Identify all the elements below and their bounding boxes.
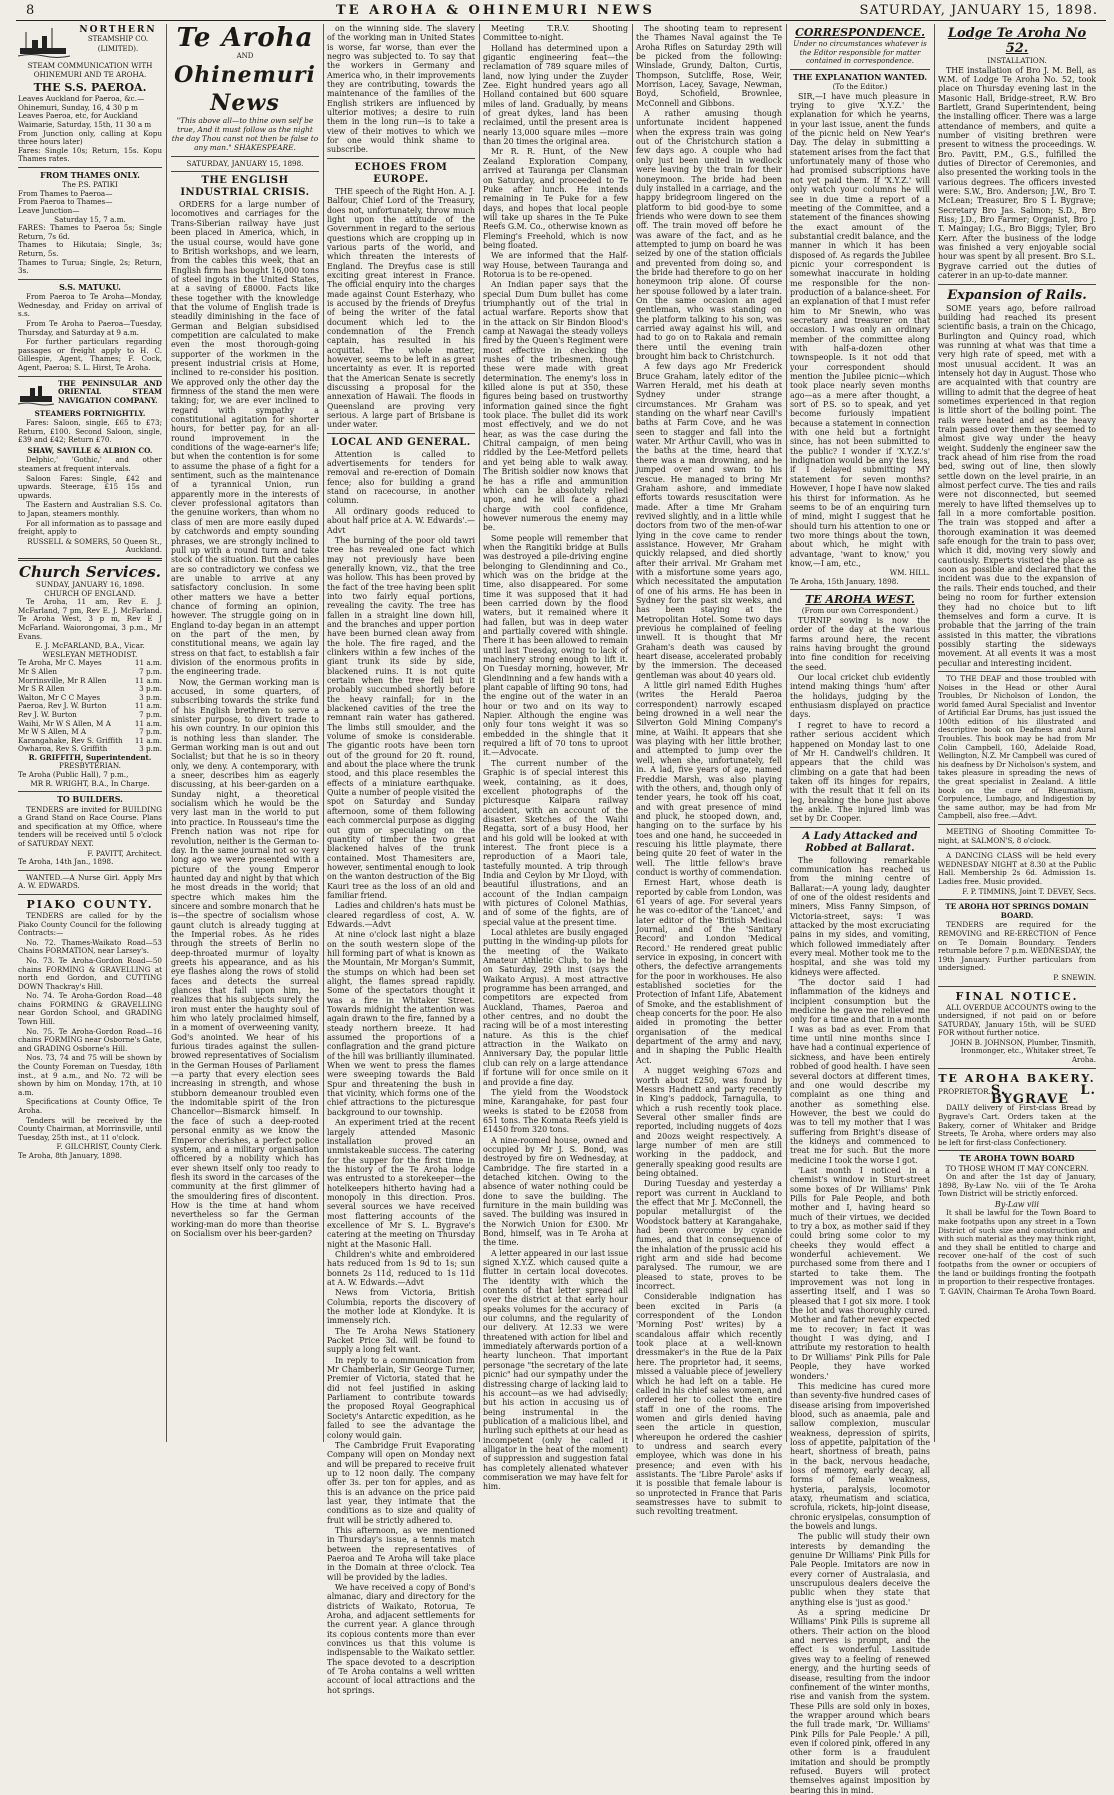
rails-p2: SOME years ago, before railroad building had reached its present scientific basis, a train on the Chicago, Burlington and Quincy road, which was running at what was that time a very high rate of speed, met with a most unusual accident. It was an intensely hot day in August. Those who are acquainted with that country are willing to admit that the degree of heat sometimes experienced in that region is little short of the boiling point. The rails were heated and as the heavy train passed over them they seemed to almost give way under the heavy weight. Suddenly the engineer saw the track ahead of him rise from the road bed, swing out of line, then slowly settle down on the level prairie, in an almost perfect curve. The ties and rails were not disconnected, but seemed merely to have lifted themselves up to fall in a more comfortable position. The train was stopped and after a thorough examination it was deemed safe enough for the train to pass over, which it did, moving very slowly and cautiously. Experts visited the place as soon as possible and declared that the incident was due to the expansion of the rails. Their ends touched, and their being no room for further extension they had no choice but to lift themselves and form a curve. It is probable that the jarring of the train assisted in this matter, the vibrations possibly starting the sideways movement. At all events it was a most peculiar and interesting incident. [938, 303, 1096, 668]
column-rule [632, 24, 633, 1442]
ns-title: NORTHERN [79, 25, 157, 35]
piako-8: Tenders will be received by the County Chairman, at Morrinsville, until Tuesday, 25th inst., at 11 o'clock. [18, 1115, 162, 1142]
masthead [16, 2, 1106, 21]
wes-row-time: 11 a.m. [134, 701, 162, 711]
piako-4: No. 74. Te Aroha-Gordon Road—48 chains FORMING & GRAVELLING near Gordon School, and GRADING Town Hill. [18, 991, 162, 1027]
wes-heading: WESLEYAN METHODIST. [42, 649, 138, 659]
paper-title-and: AND [236, 52, 254, 60]
c4-p7: The current number of the Graphic is of special interest this week, containing, as it does, excellent photographs of the picturesque Kaipara railway accident, with an account of the disaster. Sketches of the Waihi Regatta, sort of a busy Hood, her and his gold will be looked at with interest. The front piece is a reproduction of a Maori tale, tastefully mounted. A trip through India and Ceylon by Mr Lloyd, with beautiful illustrations, and an account of the Indian campaign with pictures of Colonel Mathias, and of some of the fights, are of special value at the present time. [483, 758, 628, 927]
po-fares: Fares: Saloon, single, £65 to £73; Return, £100. Second Saloon, single, £39 and £42; Return £70. [18, 418, 162, 445]
column-5 [636, 24, 783, 1517]
fares-1: FARES: Thames to Paeroa 5s; Single Return, 7s 6d. [18, 223, 162, 241]
patiki-4: Saturday 15, 7 a.m. [54, 214, 126, 224]
wes-row-time: 7 p.m. [139, 709, 162, 719]
rails-heading: Expansion of Rails. [947, 287, 1087, 303]
letter-date: Te Aroha, 15th January, 1898. [790, 576, 899, 586]
bakery-ad: DAILY delivery of First-class Bread by Bygrave's Cart. Orders taken at the Bakery, corner of Whitaker and Bridge Streets, Te Aroha, where orders may also be left for first-class Confectionery. [938, 1103, 1096, 1147]
local-p3: Attention is called to advertisements for tenders for removal and re-erection of Domain fence; also for building a grand stand on racecourse, in another column. [327, 449, 475, 506]
coe-heading: CHURCH OF ENGLAND. [44, 588, 136, 598]
paeroa-5: From Junction only, calling at Kopu three hours later) [18, 128, 162, 147]
patiki: The P.S. PATIKI [62, 180, 118, 190]
c5-p3: A few days ago Mr Frederick Bruce Graham, lately editor of the Warren Herald, met his death at Sydney under strange circumstances. Mr Graham was standing on the wharf near Cavill's baths at Farm Cove, and he was seen to stagger and fall into the water. Mr Arthur Cavill, who was in the baths at the time, heard that there was a man drowning, and he jumped over and swam to his rescue. He managed to bring Mr Graham ashore, and immediate efforts towards resuscitation were made. After a time Mr Graham revived slightly, and in a little while doctors from two of the men-of-war lying in the cove came to render assistance. However, Mr Graham quickly relapsed, and died shortly after their arrival. Mr Graham met with a misfortune some years ago, which necessitated the amputation of one of his arms. He has been in Sydney for the past six weeks, and has been staying at the Metropolitan Hotel. Some two days previous he complained of feeling unwell. It is thought that Mr Graham's death was caused by heart disease, accelerated probably by the immersion. The deceased gentleman was about 40 years old. [636, 362, 782, 680]
piako-heading: PIAKO COUNTY. [26, 897, 154, 911]
c4-p4: We are informed that the Half-way House, between Tauranga and Rotorua is to be re-opened. [483, 251, 628, 279]
paeroa-1: Leaves Auckland for Paeroa, &c.— [18, 94, 145, 104]
wes-row-time: 3 p.m. [139, 684, 162, 694]
builders-sig: F. PAVITT, Architect. [87, 848, 162, 858]
column-rule [479, 24, 480, 1442]
lady-heading: A Lady Attacked and Robbed at Ballarat. [802, 830, 918, 854]
church-date: SUNDAY, JANUARY 16, 1898. [35, 580, 145, 589]
pres-heading: PRESBYTERIAN. [59, 761, 121, 771]
ns-advert-header [18, 26, 162, 60]
domain-ad: TENDERS are required for the REMOVING and RE-ERECTION of Fence on Te Domain Boundary. Tenders returnable before 7 p.m. WEDNESDAY, the 19th January. Further particulars from undersigned. [938, 920, 1096, 973]
c5-p8: Considerable indignation has been excited in Paris (a correspondent of the London 'Morning Post' writes) by a scandalous affair which recently took place at a well-known dressmaker's in the Rue de la Paix here. The proprietor had, it seems, missed a valuable piece of jewellery which he had left on a table. He called in his chief sales women, and ordered her to collect the entire staff in one of the rooms. The women and girls denied having seen the article in question, whereupon he ordered the cashier to undress and search every employee, which was done in his presence; and even with his assistants. The 'Libre Parole' asks if it is possible that female labour is so unprotected in France that Paris seamstresses have to submit to such revolting treatment. [636, 1292, 782, 1517]
piako-date: Te Aroha, 8th January, 1898. [18, 1150, 122, 1160]
steamer-icon [18, 380, 54, 408]
wes-row-preacher: Te Aroha, Mr C. Mayes [18, 658, 102, 668]
explanation-heading: THE EXPLANATION WANTED. [792, 72, 927, 82]
wes-row-preacher: Owharoa, Rev S. Griffith [18, 744, 108, 754]
c5-p2: A rather amusing though unfortunate incident happened when the express train was going out of the Christchurch station a few days ago. A couple who had only just been united in wedlock were leaving by the train for their honeymoon. The bride had been duly installed in a carriage, and the happy bridegroom lingered on the platform to bid good-bye to some friends who were down to see them off. The train moved off before he was aware of the fact, and as he attempted to jump on board he was seized by one of the station officials and prevented from doing so, and the bride had therefore to go on her honeymoon trip alone. Of course her spouse followed by a later train. On the same occasion an aged gentleman, who was standing on the platform talking to his son, was carried away against his will, and had to go on to Rakaia and remain there until the evening train brought him back to Christchurch. [636, 109, 782, 362]
dance-sig: F. P. TIMMINS, Joint T. DEVEY, Secs. [962, 886, 1096, 896]
letter-sig: WM. HILL. [889, 568, 930, 578]
column-rule [323, 24, 324, 1442]
bakery-proprietor [938, 1082, 1096, 1107]
po-fortnightly: STEAMERS FORTNIGHTLY. [34, 408, 146, 418]
wes-row-time: 11 a.m. [134, 675, 162, 685]
page-number: 8 [26, 3, 38, 18]
po-heading: THE PENINSULAR AND ORIENTAL STEAM NAVIGATION COMPANY. [58, 378, 162, 405]
lodge-p1: THE installation of Bro J. M. Bell, as W.M. of Lodge Te Aroha No. 52, took place on Thursday evening last in the Masonic Hall, Bridge-street, R.W. Bro Bartlett, Grand Superintendent, being the installing officer. There was a large attendance of members, and quite a number of visiting brethren were present to witness the proceedings. W. Bro. Pavitt, P.M., G.S., fulfilled the duties of Director of Ceremonies, and also presented the working tools in the various degrees. The officers invested were: S.W., Bro. Anderson; J.W., Bro T. McLean; Treasurer, Bro S L Bygrave; Secretary Bro Jas. Salmon; S.D., Bro Riss; J.D., Bro Farmer; Organist, Bro J. T. Maingay; I.G., Bro Biggs; Tyler, Bro Kerr. After the business of the lodge was finished a very enjoyable social hour was spent by all present. Bro S.L. Bygrave carried out the duties of caterer in an up-to-date manner. [938, 65, 1096, 281]
column-rule [166, 24, 167, 1442]
lady-p5: The following remarkable communication has reached us from the mining centre of Ballarat:—A young lady, daughter of one of the oldest residents and miners, Miss Fanny Simpson, of Victoria-street, says: 'I was attacked by the most excruciating pains in my sides, and vomiting, which followed immediately after every meal. Mother took me to the hospital, and she was told my kidneys were affected. [790, 855, 930, 977]
paeroa-heading: THE S.S. PAEROA. [33, 81, 147, 95]
board-2: It shall be lawful for the Town Board to make footpaths upon any street in a Town District of such size and construction and with such material as they may think right, and they shall be entitled to charge and recover one-half of the cost of such footpaths from the owner or occupiers of the land or buildings fronting the footpath in proportion to their respective frontages. [938, 1208, 1096, 1287]
column-1 [18, 24, 162, 1442]
fares-2: Thames to Hikutaia; Single, 3s; Return, 5s. [18, 240, 162, 259]
c5-p7: During Tuesday and yesterday a report was current in Auckland to the effect that Mr J. McConnell, the popular metallurgist of the Woodstock battery at Karangahake, had been overcome by cyanide fumes, and that in consequence of the inhalation of the prussic acid his right arm and side had become paralysed. The rumour, we are pleased to state, proves to be incorrect. [636, 1179, 783, 1292]
lady-p8: This medicine has cured more than seventy-five hundred cases of disease arising from impoverished blood, such as anaemia, pale and sallow complexion, muscular weakness, depression of spirits, loss of appetite, palpitation of the heart, shortness of breath, pains in the back, nervous headache, loss of memory, early decay, all forms of female weakness, hysteria, paralysis, locomotor ataxy, rheumatism and sciatica, scrofula, rickets, hip-joint disease, chronic erysipelas, consumption of the bowels and lungs. [790, 1381, 930, 1531]
pres-1: Te Aroha (Public Hall), 7 p.m., [18, 770, 129, 780]
final-ad: ALL OVERDUE ACCOUNTS owing to the undersigned, if not paid on or before SATURDAY, January 15th, will be SUED FOR without further notice. [938, 1002, 1096, 1038]
column-2 [171, 24, 319, 1442]
paeroa-4: Waimarie, Saturday, 15th, 11 30 a m [18, 119, 152, 129]
deaf-ad: TO THE DEAF and those troubled with Noises in the Head or other Aural Troubles, Dr Nicholson of London, the world famed Aural Specialist and Inventor of Artificial Ear Drums, has just issued the 100th edition of his illustrated and descriptive book on Deafness and Aural Troubles. This book may be had from Mr Colin Campbell, 160, Adelaide Road, Wellington, N.Z. Mr Campbell was cured of his deafness by Dr Nicholson's system, and takes pleasure in spreading the news of the great specialist in Zealand. A little book on the cure of Rheumatism, Corpulence, Lumbago, and Indigestion by the same author, may be had from Mr Campbell, also free.—Advt. [938, 673, 1096, 821]
wes-row-preacher: Paeroa, Rev J. W. Burton [18, 701, 107, 711]
lady-p7: 'Last month I noticed in a chemist's window in Sturt-street some boxes of Dr Williams' Pink Pills for Pale People, and both mother and I, having heard so much of their virtues, we decided to try a box, as mother said if they could bring some color to my cheeks they would effect a wonderful achievement. We purchased some from there and I started to take them. The improvement was not long in asserting itself, and I was so pleased that I got six more. I took the lot and was thoroughly cured. Mother and father never expected me to recover; in fact it was thought I was dying, and I attribute my restoration to health to Dr Williams' Pink Pills for Pale People, they have worked wonders.' [790, 1165, 930, 1381]
bakery-prop-label: PROPRIETOR. [938, 1086, 991, 1096]
issue-date: SATURDAY, JANUARY 15, 1898. [186, 158, 304, 168]
column-6 [790, 24, 930, 1795]
lady-p9: The public will study their own interests by demanding the genuine Dr Williams' Pink Pills for Pale People. Imitators are now in every corner of Australasia, and unscrupulous dealers deceive the public when they state that anything else is 'just as good.' [790, 1532, 930, 1607]
c4-p1: Meeting T.R.V. Shooting Committee to-night. [483, 24, 628, 43]
echoes-p: THE speech of the Right Hon. A. J. Balfour, Chief Lord of the Treasury, does not, unfortunately, throw much light upon the attitude of the Government in regard to the serious questions which are cropping up in various parts of the world, and which threaten the interests of England. The Dreyfus case is still exciting great interest in France. The official enquiry into the charges made against Count Esterhazy, who is accused by the friends of Dreyfus of being the writer of the fatal document which led to the condemnation of the French captain, has resulted in his acquittal. The whole matter, however, seems to be left in as great uncertainty as ever. It is reported that the American Senate is secretly discussing a proposal for the annexation of Hawaii. The floods in Queensland are proving very serious. A large part of Brisbane is under water. [327, 186, 475, 430]
domain-sig: P. SNEWIN. [1053, 972, 1096, 982]
domain-heading: TE AROHA HOT SPRINGS DOMAIN BOARD. [945, 902, 1089, 920]
board-heading: TE AROHA TOWN BOARD [959, 1154, 1075, 1164]
local-p9: Children's white and embroidered hats reduced from 1s 9d to 1s; sun bonnets 2s 11d, reduced to 1s 11d at A. W. Edwards.—Advt [327, 1249, 475, 1287]
lady-p6: 'The doctor said I had inflammation of the kidneys and incipient consumption but the medicine he gave me relieved me only for a time and that in a month I was as bad as ever. From that time until nine months since I have had a continual experience of sickness, and have been entirely robbed of good health. I have seen several doctors at different times, and one would describe my complaint as one thing and another as something else. However, the best we could do was to tell my mother that I was suffering from Bright's disease of the kidneys and commenced to treat me for such. But the more medicine I took the worse I got. [790, 978, 930, 1165]
final-heading: FINAL NOTICE. [955, 989, 1079, 1003]
local-p8: An experiment tried at the recent largely attended Masonic installation proved an unmistakeable success. The catering for the supper for the first time in the history of the Te Aroha lodge was entrusted to a storekeeper—the hotelkeepers hitherto having had a monopoly in this direction. Pros. several sources we have received most flattering accounts of the excellence of Mr S. L. Bygrave's catering at the meeting on Thursday night at the Masonic Hall. [327, 1118, 475, 1249]
wanted-ad: WANTED.—A Nurse Girl. Apply Mrs A. W. EDWARDS. [18, 872, 162, 891]
column-rule [786, 24, 787, 1442]
piako-6: Nos. 73, 74 and 75 will be shown by the County Foreman on Tuesday, 18th inst., at 9 a.m., and No. 72 will be shown by him on Monday, 17th, at 10 a.m. [18, 1053, 162, 1097]
west-heading: TE AROHA WEST. [805, 593, 915, 607]
column-rule [934, 24, 935, 1442]
lodge-sub: INSTALLATION. [987, 56, 1047, 65]
coe-sig: E. J. McFARLAND, B.A., Vicar. [35, 641, 145, 651]
local-p15: We have received a copy of Bond's almanac, diary and directory for the districts of Waikato, Rotorua, Te Aroha, and adjacent settlements for the current year. A glance through its copious contents more than ever convinces us that this volume is indispensable to the Waikato settler. The space devoted to a description of Te Aroha contains a well written account of local attractions and the hot springs. [327, 1583, 475, 1695]
ns-sub: STEAMSHIP CO. (LIMITED). [87, 35, 149, 53]
c4-p5: An Indian paper says that the special Dum Dum bullet has come triumphantly out of the trial in actual warfare. Reports show that in the attack on Sir Bindon Blood's camp at Nawagai the steady volleys fired by the Queen's Regiment were most effective in checking the rushes of the tribesmen, though these were made with great determination. The enemy's loss in killed alone is put at 350, these figures being based on trustworthy information gained since the fight took place. The bullet did its work most effectively, and we do not hear, as was the case during the Chitral campaign, of men being riddled by the Lee-Metford pellets and yet being able to walk away. The British soldier now knows that he has a rifle and ammunition which can be absolutely relied upon, and he will face a ghazi charge with cool confidence, however numerous the enemy may be. [483, 280, 628, 533]
paper-motto: "This above all—to thine own self be true, And it must follow as the night the day Thou canst not then be false to any man." SHAKESPEARE. [171, 116, 319, 152]
shaw-5: RUSSELL & SOMERS, 50 Queen St., Auckland. [27, 536, 162, 555]
piako-2: No. 72. Thames-Waikato Road—53 Chains FORMATION, near Larsey's. [18, 937, 162, 956]
masthead-date: SATURDAY, JANUARY 15, 1898. [859, 3, 1098, 18]
local-p13: The Cambridge Fruit Evaporating Company will open on Monday next and will be prepared to receive fruit up to 12 noon daily. The company offer 3s. per ton for apples, and as this is an advance on the price paid last year, they intimate that the conditions as to size and quality of fruit will be strictly adhered to. [327, 1440, 475, 1525]
shaw-3: The Eastern and Australian S.S. Co. to Japan, steamers monthly. [18, 500, 162, 519]
matuku-3: For further particulars regarding passages or freight apply to H. C. Gillespie, Agent, Thames; F. Cock, Agent, Paeroa; S. L. Hirst, Te Aroha. [18, 337, 162, 372]
meeting-ad: MEETING of Shooting Committee To-night, at SALMON'S, 8 o'clock. [938, 827, 1096, 845]
po-advert-header [18, 380, 162, 408]
board-sig: T. GAVIN, Chairman Te Aroha Town Board. [939, 1286, 1096, 1296]
local-p14: This afternoon, as we mentioned in Thursday's issue, a tennis match between the representatives of Paeroa and Te Aroha will take place in the Domain at three o'clock. Tea will be provided by the ladies. [327, 1525, 475, 1582]
patiki-2: From Paeroa to Thames— [18, 197, 113, 207]
final-sig: JOHN B. JOHNSON, Plumber, Tinsmith, Ironmonger, etc., Whitaker street, Te Aroha. [951, 1037, 1096, 1065]
west-p4: I regret to have to record a rather serious accident which happened on Monday last to one of Mr H. Candwell's children. It appears that the child was climbing on a gate that had been taken off its hinges for repairs, with the result that it fell on its leg, breaking the bone just above the ankle. The injured limb was set by Dr. Cooper. [790, 720, 930, 824]
letter-body: SIR,—I have much pleasure in trying to give 'X.Y.Z.' the explanation for which he yearns, in your last issue, anent the funds of the picnic held on New Year's Day. The delay in submitting a statement arises from the fact that unfortunately many of those who had promised subscriptions have not yet paid them. If 'X.Y.Z.' will only watch your columns he will see in due time a report of a meeting of the Committee, and a statement of the finances showing the exact amount of the substantial credit balance, and the manner in which it has been disposed of. As regards the Jubilee picnic your correspondent is somewhat inaccurate in holding me responsible for the non-production of a balance-sheet. For an explanation of that I must refer him to Mr Snewin, who was secretary and treasurer on that occasion. I was only an ordinary member of the committee along with half-a-dozen other townspeople. Is it not odd that your correspondent should mention the Jubilee picnic—which took place nearly seven months ago—as a mere after thought, a sort of P.S. so to speak, and yet become furiously impatient because a statement in connection with one held but a fortnight since, has not been submitted to the public? I wonder if 'X.Y.Z.'s' indignation would be any the less, if I delayed submitting MY statement for seven months? However, I hope I have now slaked his thirst for information. As he seems to be of an enquiring turn of mind, might I suggest that he should turn his attention to one or two more things about the town, about which, he might with advantage, 'want to know,' you know,—I am, etc., [790, 91, 930, 568]
lodge-heading: Lodge Te Aroha No 52. [947, 26, 1087, 56]
c5-p5: Ernest Hart, whose death is reported by cable from London, was 61 years of age. For several years he was co-editor of the 'Lancet,' and later editor of the 'British Medical Journal, and of the 'Sanitary Record' and London 'Medical Record.' He rendered great public service in exposing, in concert with others, the defective arrangements for the poor in workhouses. He also established societies for the Protection of Infant Life, Abatement of Smoke, and the establishment of cheap concerts for the poor. He also aided in promoting the better organisation of the medical department of the army and navy, and in shaping the Public Health Act. [636, 878, 782, 1065]
paeroa-6: Fares: Single 10s; Return, 15s. Kopu Thames rates. [18, 145, 162, 164]
local-p10: News from Victoria, British Columbia, reports the discovery of the mother lode at Klondyke. It is immensely rich. [327, 1288, 475, 1326]
crisis-p1: ORDERS for a large number of locomotives and carriages for the Trans-Siberian railway have just been placed in America, which, in the usual course, would have gone to British workshops, and we learn, from the cables this week, that an English firm has bought 16,000 tons of steel ingots in the United States, at a saving of £8000. Facts like these together with the knowledge that the volume of English trade is steadily diminishing in the face of German and Belgian subsidised competition are calculated to make even the most thorough-going supporter of the workmen in the present industrial crisis at Home, inclined to re-consider his position. We approved only the other day the firmness of the stand the men were taking; for, we are ever inclined to regard with sympathy a constitutional agitation for shorter hours, for better pay, for an all-round improvement in the conditions of the wage-earner's life; but when the contention is for some to assume the phase of a fight for a sentiment, such as the maintenance of a tyrannical Union, run apparently more in the interests of clever professional agitators than the genuine workers, than whom no class of men are more easily duped by catchwords and empty sounding phrases, we are strongly inclined to pull up with a round turn and take stock of the situation. But the cables are so contradictory we confess we are unable to arrive at any satisfactory conclusion. In some other matters we have a better chance of forming an opinion, however. The struggle going on in England to-day began in an attempt on the part of the men, by constitutional means, we again lay stress on that fact, to establish a fair division of the enormous profits in the engineering trade. [171, 200, 319, 677]
c4-p2: Holland has determined upon a gigantic engineering feat—the reclamation of 789 square miles of land, now lying under the Zuyder Zee. Eight hundred years ago all Holland contained but 600 square miles of land. Gradually, by means of great dykes, land has been reclaimed, until the present area is nearly 13,000 square miles —more than 20 times the original area. [483, 43, 628, 147]
paper-title-2: Ohinemuri News [174, 62, 316, 117]
shaw-2: Saloon Fares: Single, £42 and upwards. Steerage, £15 15s and upwards. [18, 473, 162, 500]
piako-7: Specifications at County Office, Te Aroha. [18, 1097, 162, 1115]
local-p11: The Te Aroha News Stationery Packet Price 3d. will be found to supply a long felt want. [327, 1326, 475, 1355]
matuku-heading: S.S. MATUKU. [59, 282, 121, 292]
patiki-3: Leave Junction— [18, 206, 80, 216]
crisis-p2: Now, the German working man is accused, in some quarters, of subscribing towards the strike fund of his English brethren to serve a sinister purpose, to divert trade to his own country. In our opinion this is nothing less than slander. The German working man is out and out Socialist; but that he is so in theory only, we deny. A contemporary, with a sneer, describes him as eagerly discussing, at his beer-garden on a Sunday night, a theoretical socialism which he would be the very last man in the world to put into practice. In Rousseau's time the French nation was not ripe for revolution, neither is the German to-day. In the same journal not so very long ago we were presented with a picture of the young Emperor haunted day and night by that which he most dreads in the world; that spectre which makes him the sincere and sombre monarch that he is—the spectre of socialism whose gaunt clutch is already tugging at the Imperial robes. As he rides through the streets of Berlin no deep-throated murmur of loyalty greets his appearance, and as his eye flashes along the rows of stolid faces and detects the surreal glances that fall upon him, he realizes that his subjects surely the iron must enter the haughty soul of him who lately proclaimed himself, in a moment of overweening vanity, God's anointed. We hear of his furious tirades against the sullen-browed representatives of Socialism in the German Houses of Parliament—a party that every election sees increasing in strength, and whose stubborn demeanour troubled even the indomitable spirit of the Iron Chancellor—Bismarck himself. In the face of such a deep-rooted personal enmity as we know the Emperor cherishes, a perfect police system, and a military organisation officered by a nobility which has ever shewn itself only too ready to flesh its sword in the carcases of the community at the first glimmer of the smouldering fires of discontent. How is the time at hand whom nevertheless so far the German working-man do more than theorise on Socialism over his beer-garden? [171, 677, 319, 1238]
echoes-heading: ECHOES FROM EUROPE. [354, 161, 448, 185]
pres-sig: MR R. WRIGHT, B.A., In Charge. [30, 778, 150, 788]
c5-p4: A little girl named Edith Hughes (writes the Herald Paeroa correspondent) narrowly escaped being drowned in a well near the Silverton Gold Mining Company's mine, at Waihi. It appears that she was playing with her little brother, and attempted to jump over the well, when she, unfortunately, fell in. A lad, five years of age, named Freddie Marsh, was also playing with the others, and, though only of tender years, he took off his coat, and with great presence of mind and pluck, he stooped down, and, hanging on to the surface by his toes and one hand, he succeeded in rescuing his little playmate, there being quite 20 feet of water in the well. The little fellow's brave conduct is worthy of commendation. [636, 681, 782, 877]
wes-row-time: 11 a.m. [134, 718, 162, 728]
wes-row-preacher: Rev J. W. Burton [18, 709, 77, 719]
c4-p3: Mr R. R. Hunt, of the New Zealand Exploration Company, arrived at Tauranga per Clansman on Saturday, and proceeded to Te Puke after lunch. He intends remaining in Te Puke for a few days, and hopes that local people will take up shares in the Te Puke Reefs G.M. Co., otherwise known as Fleming's Freehold, which is now being floated. [483, 147, 628, 250]
c4-p10: A nine-roomed house, owned and occupied by Mr J. S. Bond, was destroyed by fire on Wednesday, at Cambridge. The fire started in a detached kitchen. Owing to the absence of water nothing could be done to save the building. The furniture in the main building was saved. The building was insured in the Norwich Union for £300. Mr Bond, himself, was in Te Aroha at the time. [483, 1135, 628, 1248]
piako-3: No. 73. Te Aroha-Gordon Road—50 chains FORMING & GRAVELLING at north end Gordon, and CUTTING DOWN Thackray's Hill. [18, 955, 162, 991]
correspondence-heading: CORRESPONDENCE. [795, 26, 925, 39]
matuku-2: From Te Aroha to Paeroa—Tuesday, Thursday, and Saturday at 9 a.m. [18, 318, 162, 337]
column-3 [327, 24, 475, 1695]
ns-line: STEAM COMMUNICATION WITH OHINEMURI AND TE AROHA. [27, 61, 153, 79]
local-p5: The burning of the poor old tawri tree has revealed one fact which may not previously have been generally known, viz., that the tree was hollow. This has been proved by the fact of the tree having been split into two fairly equal portions, revealing the cavity. The tree has fallen in a straight line down hill, and the branches and upper portion have been burned clean away from the hole. The fire raged, and the clinkers within a few inches of the giant trunk its side by side, blackened ruins. It is not quite certain when the tree fell but it probably succumbed shortly before the heavy rainfall; for in the blackened cavities of the tree the remnant rain water has gathered. The limbs still smoulder, and the volume of smoke is considerable. The gigantic roots have been torn out of the ground for 20 ft. round, and about the place where the trunk stood, and this place resembles the effects of a miniature earthquake. Quite a number of people visited the spot on Saturday and Sunday afternoon, some of them following each commercial purpose as digging out gum or speculating on the quantity of timber the two great blackened halves of the trunk contained. Most Thamesiters are, however, sentimental enough to look on the wanton destruction of the Big Kauri tree as the loss of an old and familiar friend. [327, 535, 475, 900]
wes-row-time: 3 p.m. [139, 744, 162, 754]
west-p2: TURNIP sowing is now the order of the day at the various farms around here, the recent rains having brought the ground into fine condition for receiving the seed. [790, 616, 930, 672]
c4-p6: Some people will remember that when the Rangitiki bridge at Bulls was destroyed a pile-driving engine belonging to Glendinning and Co., which was on the bridge at the time, also disappeared. For some time it was supposed that it had been carried down by the flood waters, but it remained where it had fallen, but was in deep water and partially covered with shingle. There it has been allowed to remain until last Tuesday, owing to lack of machinery strong enough to lift it. On Tuesday morning, however, Mr Glendinning and a few hands with a plant capable of lifting 90 tons, had the engine out of the water in an hour or two and on its way to Napier. Although the engine was only four tons weight it was so embedded in the shingle that it required a lift of 70 tons to uproot it.—Advocate. [483, 533, 628, 758]
patiki-1: From Thames to Paeroa— [18, 188, 113, 198]
west-sub: (From our own Correspondent.) [801, 606, 919, 616]
local-p12: In reply to a communication from Mr Chamberlain, Sir George Turner, Premier of Victoria, stated that he did not feel justified in asking Parliament to contribute towards the proposed Royal Geographical Society's Antarctic expedition, as he failed to see the advantage the colony would gain. [327, 1355, 475, 1440]
wes-row-preacher: Karangahake, Rev S. Griffith [18, 735, 123, 745]
matuku-1: From Paeroa to Te Aroha—Monday, Wednesday, and Friday on arrival of s.s. [18, 292, 162, 319]
piako-1: TENDERS are called for by the Piako County Council for the following Contracts:— [18, 910, 162, 938]
paeroa-3: Leaves Paeroa, etc, for Auckland [18, 111, 138, 121]
bylaw-heading: By-Law viii [994, 1200, 1040, 1210]
wes-row-time: 11 a.m. [134, 735, 162, 745]
paper-title-1: Te Aroha [176, 23, 314, 53]
west-p3: Our local cricket club evidently intend making things 'hum' after the holidays, judging by the enthusiasm displayed on practice days. [790, 673, 930, 720]
fares-3: Thames to Turua; Single, 2s; Return, 3s. [18, 257, 162, 276]
local-p6: Ladies and children's hats must be cleared regardless of cost, A. W. Edwards.—Advt [327, 901, 475, 929]
wes-row-time: 7 p.m. [139, 727, 162, 737]
shaw-4: For all information as to passage and freight, apply to [18, 518, 162, 537]
thames-heading: FROM THAMES ONLY. [40, 170, 140, 180]
local-p4: All ordinary goods reduced to about half price at A. W. Edwards'.—Advt [327, 506, 475, 535]
wes-row-preacher: Morrinsville, Mr R Allen [18, 675, 107, 685]
wes-row-preacher: Walton, Mr C C Mayes [18, 692, 101, 702]
local-heading: LOCAL AND GENERAL. [331, 436, 471, 448]
piako-5: No. 75. Te Aroha-Gordon Road—16 chains FORMING near Osborne's Gate, and GRADING Osborne's Hill. [18, 1026, 162, 1053]
wes-row-preacher: Mr S Allen [18, 666, 57, 676]
wes-row-time: 7 p.m. [139, 666, 162, 676]
column-7 [938, 24, 1096, 1442]
correspondence-note: Under no circumstances whatever is the Editor responsible for matter contained in correspondence. [793, 39, 927, 66]
local-p7: At nine o'clock last night a blaze on the south western slope of the hill forming part of what is known as the Mountain, Mr Morgan's Summit, the stumps on which had been set alight, the flames spread rapidly. Some of the spectators thought it was a fire in Whitaker Street. Towards midnight the attention was again drawn to the fire, fanned by a steady northern breeze. It had assumed the proportions of a conflagration and the grand picture of the hill was brilliantly illuminated. When we went to press the flames were sweeping towards the Bald Spur and threatening the bush in that vicinity, which forms one of the chief attractions to the picturesque background to our township. [327, 930, 475, 1117]
masthead-title: TE AROHA & OHINEMURI NEWS [336, 3, 655, 18]
wes-row-preacher: Mr W S Allen, M A [18, 727, 87, 737]
c5-p6: A nugget weighing 67ozs and worth about £250, was found by Messrs Hadnett and party recently in King's paddock, Tarnagulla, to which a rush recently took place. Several other smaller finds are reported, including nuggets of 4ozs and 20ozs weight respectively. A large number of men are still working in the paddock, and generally speaking good results are being obtained. [636, 1066, 782, 1178]
steamship-icon [18, 26, 70, 60]
explanation-to: (To the Editor.) [832, 82, 888, 92]
builders-1: TENDERS are invited for BUILDING a Grand Stand on Race Course. Plans and specification at my Office, where tenders will be received until 5 o'clock of SATURDAY NEXT. [18, 804, 162, 848]
wes-sig: R. GRIFFITH, Superintendent. [28, 752, 152, 762]
builders-heading: TO BUILDERS. [57, 795, 123, 805]
board-1: On and after the 1st day of January, 1898, By-Law No. viii of the Te Aroha Town District will be strictly enforced. [938, 1172, 1096, 1199]
lady-p10: As a spring medicine Dr Williams' Pink Pills is supreme all others. Their action on the blood and nerves is prompt, and the effect is wonderful. Lassitude gives way to a feeling of renewed energy, and the hurting seeds of disease, resulting from the indoor confinement of the winter months, rise and vanish from the system. These Pills are sold only in boxes, the wrapper around which bears the full trade mark, 'Dr. Williams' Pink Pills for Pale People.' A pill, even if colored pink, offered in any other form is a fraudulent imitation and should be promptly refused. Buyers will protect themselves against imposition by bearing this in mind. [790, 1608, 930, 1795]
wes-row-time: 3 p.m. [139, 692, 162, 702]
coe-1: Te Aroha, 11 am, Rev E. J. McFarland, 7 pm, Rev E. J. McFarland. Te Aroha West, 3 p m, Rev E J McFarland. Waiorongomai, 3 p.m., Mr Evans. [18, 597, 162, 641]
shaw-heading: SHAW, SAVILLE & ALBION CO. [27, 445, 153, 455]
wes-row-time: 11 a.m. [134, 658, 162, 668]
builders-date: Te Aroha, 14th Jan., 1898. [18, 857, 114, 867]
bakery-heading: TE AROHA BAKERY. [938, 1071, 1096, 1085]
c5-p1: The shooting team to represent the Thames Naval against the Te Aroha Rifles on Saturday 29th will be picked from the following: Winslade, Grundy, Dalton, Curtis, Thompson, Sutcliffe, Rose, Weir, Morrison, Lacey, Savage, Newman, Boyd, Schofield, Brownlee, McConnell and Gibbons. [636, 24, 782, 108]
crisis-cont: on the winning side. The slavery of the working man in United States is worse, far worse, than ever the negro was subjected to. To say that the workers in Germany and America who, in their improvements they are contributing, towards the maintenance of the families of the English strikers are influenced by ulterior motives; a desire to ruin them in the long run—is to take a view of their motives to which we for one would think shame to subscribe. [327, 24, 475, 155]
crisis-heading: THE ENGLISH INDUSTRIAL CRISIS. [180, 175, 310, 199]
wes-row-preacher: Mr S R Allen [18, 684, 65, 694]
board-sub: TO THOSE WHOM IT MAY CONCERN. [945, 1163, 1089, 1173]
church-heading: Church Services. [19, 563, 161, 581]
piako-sig: F. GILCHRIST, County Clerk. [56, 1142, 162, 1152]
dance-ad: A DANCING CLASS will be held every WEDNESDAY NIGHT at 8.30 at the Public Hall. Membership 2s 6d. Admission 1s. Ladies free. Music provided. [938, 851, 1096, 886]
c4-p8: Local athletes are busily engaged putting in the winding-up pilots for the meeting of the Waikato Amateur Athletic Club, to be held on Saturday, 29th inst (says the Waikato Argus). A most attractive programme has been arranged, and competitors are expected from Auckland, Thames, Paeroa and other centres, and no doubt the racing will be of a most interesting nature. As this is the chief attraction in the Waikato on Anniversary Day, the popular little club can rely on a large attendance if fortune will for once smile on it and provide a fine day. [483, 928, 628, 1087]
bakery-name: S. L. BYGRAVE [990, 1082, 1096, 1107]
wes-row-preacher: Waihi, Mr W S Allen, M A [18, 718, 111, 728]
shaw-1: Delphic,' 'Gothic,' and other steamers at frequent intervals. [18, 455, 162, 474]
c4-p9: The yield from the Woodstock mine, Karangahake, for past four weeks is stated to be £2058 from 651 tons. The Komata Reefs yield is £1450 from 320 tons. [483, 1087, 628, 1135]
wes-schedule [18, 659, 162, 754]
column-4 [483, 24, 628, 1492]
c4-p11: A letter appeared in our last issue signed X.Y.Z. which caused quite a flutter in certain local dovecotes. The identity with which the contents of that letter spread all over the district at that early hour speaks volumes for the accuracy of our columns, and the regularity of our delivery. At 12.33 we were threatened with action for libel and immediately afterwards portion of a hearty luncheon. That important personage "the secretary of the late picnic" had our sympathy under the distressing charge of lacking laid to his account—as we had advisedly; but his action in accusing us of being instrumental in the publication of a malicious libel, and hurling such epithets at our head as incompetent (only he called it alligator in the heat of the moment) of suppression and suggestion fatal has completely alienated whatever commiseration we may have felt for him. [483, 1248, 628, 1492]
paeroa-2: Ohinemuri, Sunday, 16, 4 30 p m [18, 102, 138, 112]
